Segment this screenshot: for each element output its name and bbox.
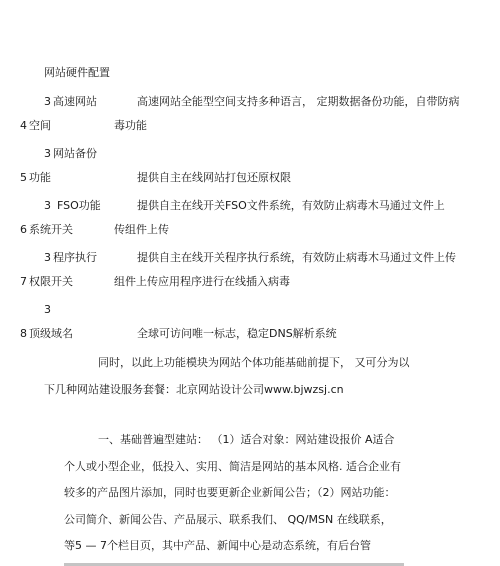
row-desc: 毒功能 bbox=[114, 119, 147, 132]
row-num: 6 bbox=[20, 223, 27, 236]
row-name: 空间 bbox=[29, 119, 51, 132]
row-name: 程序执行 bbox=[53, 251, 97, 264]
row-num: 4 bbox=[20, 119, 27, 132]
row-name: 高速网站 bbox=[53, 95, 97, 108]
paragraph-line: 一、基础普遍型建站： （1）适合对象：网站建设报价 A适合 bbox=[98, 433, 395, 446]
row-name: FSO功能 bbox=[57, 199, 101, 212]
heading: 网站硬件配置 bbox=[44, 66, 110, 79]
row-num: 3 bbox=[44, 147, 51, 160]
row-name: 权限开关 bbox=[29, 275, 73, 288]
row-num: 3 bbox=[44, 95, 51, 108]
row-num: 5 bbox=[20, 171, 27, 184]
paragraph-line: 下几种网站建设服务套餐：北京网站设计公司www.bjwzsj.cn bbox=[44, 383, 344, 396]
row-desc: 全球可访问唯一标志，稳定DNS解析系统 bbox=[137, 327, 337, 340]
row-name: 系统开关 bbox=[29, 223, 73, 236]
row-desc: 提供自主在线开关程序执行系统，有效防止病毒木马通过文件上传 bbox=[137, 251, 456, 264]
row-desc: 传组件上传 bbox=[114, 223, 169, 236]
row-name: 顶级域名 bbox=[29, 327, 73, 340]
row-num: 7 bbox=[20, 275, 27, 288]
paragraph-line: 等5 — 7个栏目页，其中产品、新闻中心是动态系统，有后台管 bbox=[64, 539, 371, 552]
row-name: 功能 bbox=[29, 171, 51, 184]
row-num: 3 bbox=[44, 199, 51, 212]
row-desc: 组件上传应用程序进行在线插入病毒 bbox=[114, 275, 290, 288]
row-num: 3 bbox=[44, 251, 51, 264]
row-desc: 提供自主在线开关FSO文件系统，有效防止病毒木马通过文件上 bbox=[137, 199, 445, 212]
paragraph-line: 公司简介、新闻公告、产品展示、联系我们、 QQ/MSN 在线联系， bbox=[64, 513, 392, 526]
row-name: 网站备份 bbox=[53, 147, 97, 160]
row-desc: 提供自主在线网站打包还原权限 bbox=[137, 171, 291, 184]
paragraph-line: 个人或小型企业，低投入、实用、简洁是网站的基本风格. 适合企业有 bbox=[64, 460, 401, 473]
clipped-text-line bbox=[64, 558, 404, 566]
paragraph-line: 同时，以此上功能模块为网站个体功能基础前提下， 又可分为以 bbox=[98, 356, 410, 369]
row-num: 3 bbox=[44, 303, 51, 316]
paragraph-line: 较多的产品图片添加，同时也要更新企业新闻公告；（2）网站功能： bbox=[64, 486, 396, 499]
row-num: 8 bbox=[20, 327, 27, 340]
row-desc: 高速网站全能型空间支持多种语言， 定期数据备份功能，自带防病 bbox=[137, 95, 460, 108]
